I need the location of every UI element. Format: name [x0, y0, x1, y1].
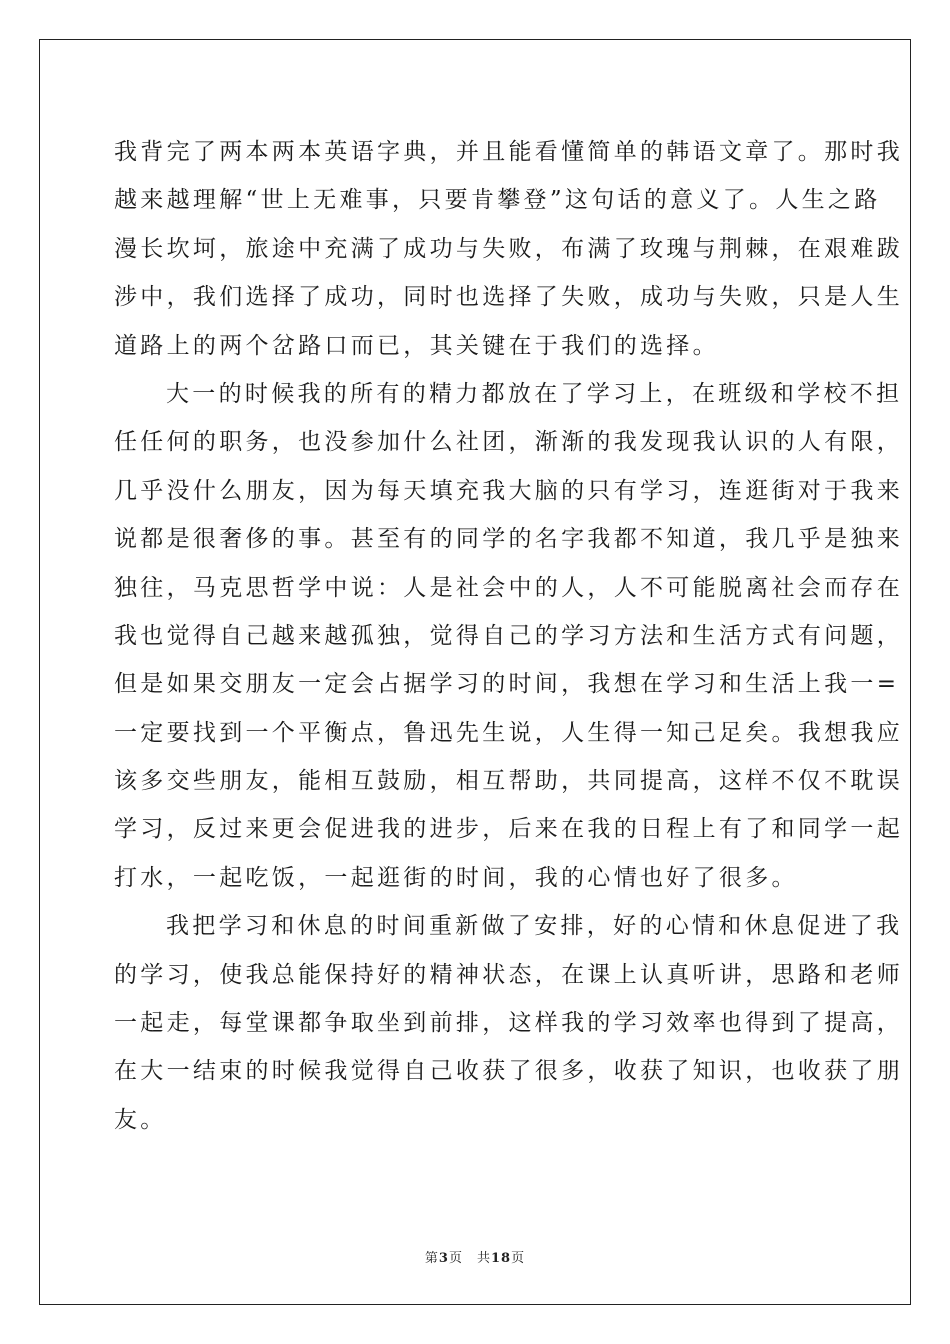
- paragraph-2: [114, 370, 903, 902]
- text-line: 我也觉得自己越来越孤独，觉得自己的学习方法和生活方式有问题，: [114, 622, 903, 649]
- text-line: 说都是很奢侈的事。甚至有的同学的名字我都不知道，我几乎是独来: [114, 526, 903, 553]
- paragraph-1: [114, 128, 903, 370]
- current-page-number: 3: [438, 1251, 449, 1266]
- text-line: 友。: [114, 1106, 167, 1133]
- text-line: 越来越理解“世上无难事，只要肯攀登”这句话的意义了。人生之路: [114, 187, 881, 214]
- footer-prefix: 第: [424, 1251, 439, 1266]
- text-line: 我背完了两本两本英语字典，并且能看懂简单的韩语文章了。那时我: [114, 139, 903, 165]
- text-line: 我把学习和休息的时间重新做了安排，好的心情和休息促进了我: [166, 913, 903, 940]
- text-line: 一起走，每堂课都争取坐到前排，这样我的学习效率也得到了提高，: [114, 1010, 903, 1037]
- text-line: 几乎没什么朋友，因为每天填充我大脑的只有学习，连逛街对于我来: [114, 477, 903, 504]
- text-line: 在大一结束的时候我觉得自己收获了很多，收获了知识，也收获了朋: [114, 1058, 903, 1085]
- text-line: 打水，一起吃饭，一起逛街的时间，我的心情也好了很多。: [114, 864, 798, 891]
- paragraph-3: [114, 902, 903, 1144]
- text-line: 学习，反过来更会促进我的进步，后来在我的日程上有了和同学一起: [114, 816, 903, 843]
- text-line: 一定要找到一个平衡点，鲁迅先生说，人生得一知己足矣。我想我应: [114, 719, 903, 746]
- text-line: 该多交些朋友，能相互鼓励，相互帮助，共同提高，这样不仅不耽误: [114, 768, 903, 795]
- text-line: 涉中，我们选择了成功，同时也选择了失败，成功与失败，只是人生: [114, 284, 903, 311]
- footer-total-unit: 页: [511, 1251, 526, 1266]
- page-footer: [0, 1247, 950, 1266]
- total-page-count: 18: [490, 1251, 512, 1266]
- text-line: 漫长坎坷，旅途中充满了成功与失败，布满了玫瑰与荆棘，在艰难跋: [114, 235, 903, 262]
- document-body: [114, 128, 903, 1144]
- footer-total-prefix: 共: [476, 1251, 491, 1266]
- text-line: 任任何的职务，也没参加什么社团，渐渐的我发现我认识的人有限，: [114, 429, 903, 456]
- text-line: 的学习，使我总能保持好的精神状态，在课上认真听讲，思路和老师: [114, 961, 903, 988]
- text-line: 道路上的两个岔路口而已，其关键在于我们的选择。: [114, 332, 719, 359]
- text-line: 但是如果交朋友一定会占据学习的时间，我想在学习和生活上我一=: [114, 671, 900, 698]
- text-line: 独往，马克思哲学中说：人是社会中的人，人不可能脱离社会而存在: [114, 574, 903, 601]
- footer-page-unit: 页: [448, 1251, 463, 1266]
- text-line: 大一的时候我的所有的精力都放在了学习上，在班级和学校不担: [166, 380, 903, 407]
